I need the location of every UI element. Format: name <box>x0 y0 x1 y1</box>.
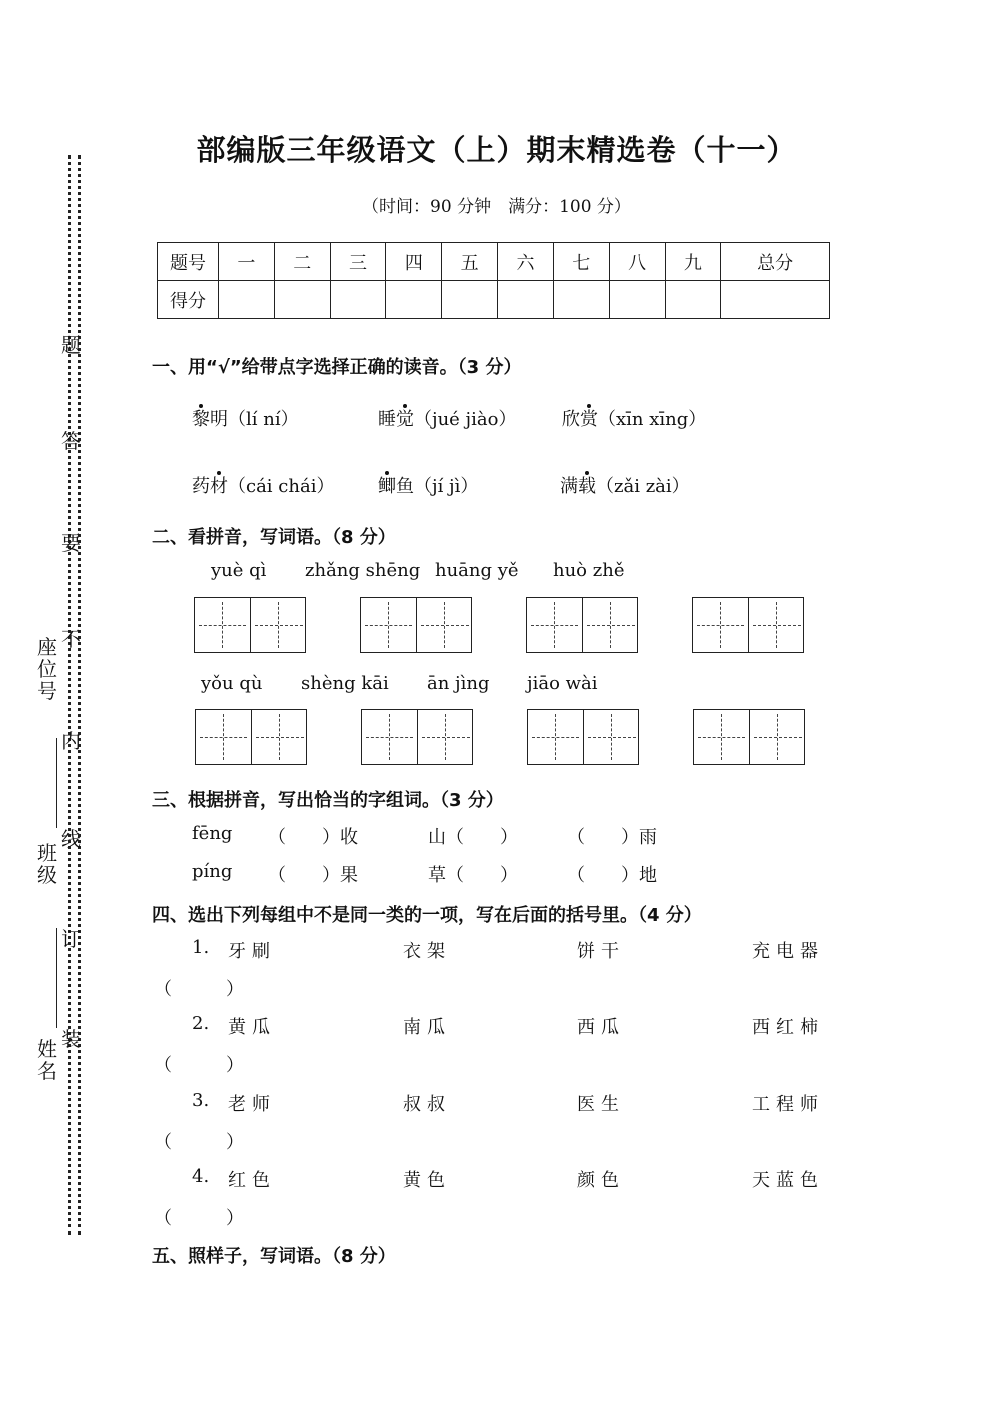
q1-item: 药材（cái chái） <box>192 476 335 497</box>
score-input-cell[interactable] <box>274 281 330 319</box>
q4-answer-blank[interactable]: （ ） <box>154 979 244 1000</box>
score-input-cell[interactable] <box>442 281 498 319</box>
q4-word: 黄瓜 <box>228 1017 276 1038</box>
writing-grid[interactable] <box>360 597 472 653</box>
q4-word: 饼干 <box>577 941 625 962</box>
q5-heading: 五、照样子，写词语。（8 分） <box>152 1246 396 1267</box>
writing-grid[interactable] <box>526 597 638 653</box>
q4-word: 老师 <box>228 1094 276 1115</box>
pinyin-label: huò zhě <box>553 560 625 581</box>
q4-answer-blank[interactable]: （ ） <box>154 1208 244 1229</box>
pinyin-label: yuè qì <box>211 560 267 581</box>
q4-word: 衣架 <box>403 941 451 962</box>
q3-blank[interactable]: 山（ ） <box>428 827 518 848</box>
score-header-cell: 一 <box>219 243 275 281</box>
q3-blank[interactable]: （ ）果 <box>268 865 358 886</box>
q2-heading: 二、看拼音，写词语。（8 分） <box>152 527 396 548</box>
q4-word: 牙刷 <box>228 941 276 962</box>
q4-word: 充电器 <box>752 941 824 962</box>
q4-number: 3. <box>192 1090 210 1111</box>
margin-char: 题 <box>61 333 81 357</box>
dotted-char: 赏 <box>580 409 598 430</box>
page-title: 部编版三年级语文（上）期末精选卷（十一） <box>196 133 797 167</box>
writing-grid[interactable] <box>527 709 639 765</box>
q4-word: 叔叔 <box>403 1094 451 1115</box>
writing-grid[interactable] <box>194 597 306 653</box>
q3-pinyin: fēng <box>192 823 233 844</box>
pinyin-label: jiāo wài <box>527 673 598 694</box>
q3-blank[interactable]: （ ）地 <box>567 865 657 886</box>
score-input-cell[interactable] <box>721 281 830 319</box>
q4-word: 红色 <box>228 1170 276 1191</box>
score-header-cell: 九 <box>665 243 721 281</box>
dotted-char: 黎 <box>192 409 210 430</box>
score-header-cell: 四 <box>386 243 442 281</box>
writing-grid[interactable] <box>692 597 804 653</box>
score-header-cell: 题号 <box>158 243 219 281</box>
q4-number: 1. <box>192 937 210 958</box>
name-label: 姓名 <box>37 1037 57 1083</box>
score-input-cell[interactable] <box>609 281 665 319</box>
pinyin-label: yǒu qù <box>201 673 263 694</box>
writing-grid[interactable] <box>361 709 473 765</box>
margin-char: 订 <box>61 927 81 951</box>
class-line <box>56 928 57 1028</box>
q3-blank[interactable]: 草（ ） <box>428 865 518 886</box>
q4-answer-blank[interactable]: （ ） <box>154 1055 244 1076</box>
q1-item: 睡觉（jué jiào） <box>378 409 517 430</box>
score-header-cell: 二 <box>274 243 330 281</box>
pinyin-label: huāng yě <box>435 560 519 581</box>
pinyin-label: ān jìng <box>427 673 490 694</box>
q4-word: 工程师 <box>752 1094 824 1115</box>
dotted-char: 鲫 <box>378 476 396 497</box>
binding-dotted-line-right <box>78 155 81 1235</box>
score-header-cell: 总分 <box>721 243 830 281</box>
score-table <box>157 242 830 319</box>
exam-info: （时间：90 分钟 满分：100 分） <box>362 197 631 217</box>
q4-heading: 四、选出下列每组中不是同一类的一项，写在后面的括号里。（4 分） <box>152 905 702 926</box>
score-header-cell: 六 <box>498 243 554 281</box>
q1-item: 满载（zǎi zài） <box>560 476 690 497</box>
binding-dotted-line-left <box>68 155 71 1235</box>
q1-item: 黎明（lí ní） <box>192 409 299 430</box>
q4-number: 2. <box>192 1013 210 1034</box>
q1-item: 鲫鱼（jí jì） <box>378 476 479 497</box>
q4-word: 黄色 <box>403 1170 451 1191</box>
seat-number-label: 座位号 <box>37 635 57 703</box>
q1-item: 欣赏（xīn xīng） <box>562 409 707 430</box>
score-header-cell: 七 <box>553 243 609 281</box>
score-input-cell[interactable] <box>219 281 275 319</box>
score-input-cell[interactable] <box>330 281 386 319</box>
margin-char: 内 <box>61 729 81 753</box>
margin-char: 线 <box>61 827 81 851</box>
score-input-cell[interactable] <box>498 281 554 319</box>
writing-grid[interactable] <box>195 709 307 765</box>
q4-number: 4. <box>192 1166 210 1187</box>
score-header-cell: 三 <box>330 243 386 281</box>
q4-word: 颜色 <box>577 1170 625 1191</box>
seat-number-line <box>56 738 57 828</box>
writing-grid[interactable] <box>693 709 805 765</box>
score-table-score-row <box>158 281 830 319</box>
score-input-cell[interactable] <box>553 281 609 319</box>
margin-char: 答 <box>61 429 81 453</box>
q4-word: 天蓝色 <box>752 1170 824 1191</box>
q4-word: 西瓜 <box>577 1017 625 1038</box>
q4-word: 南瓜 <box>403 1017 451 1038</box>
pinyin-label: zhǎng shēng <box>305 560 421 581</box>
q4-answer-blank[interactable]: （ ） <box>154 1132 244 1153</box>
score-row-label: 得分 <box>158 281 219 319</box>
q4-word: 西红柿 <box>752 1017 824 1038</box>
score-input-cell[interactable] <box>665 281 721 319</box>
q3-pinyin: píng <box>192 861 233 882</box>
score-table-header-row <box>158 243 830 281</box>
q1-heading: 一、用“√”给带点字选择正确的读音。（3 分） <box>152 357 522 378</box>
score-input-cell[interactable] <box>386 281 442 319</box>
margin-char: 不 <box>61 627 81 651</box>
dotted-char: 材 <box>210 476 228 497</box>
margin-char: 要 <box>61 531 81 555</box>
dotted-char: 载 <box>578 476 596 497</box>
q4-word: 医生 <box>577 1094 625 1115</box>
margin-char: 装 <box>61 1027 81 1051</box>
score-header-cell: 五 <box>442 243 498 281</box>
class-label: 班级 <box>37 841 57 887</box>
q3-blank[interactable]: （ ）收 <box>268 827 358 848</box>
q3-heading: 三、根据拼音，写出恰当的字组词。（3 分） <box>152 790 504 811</box>
dotted-char: 觉 <box>396 409 414 430</box>
q3-blank[interactable]: （ ）雨 <box>567 827 657 848</box>
pinyin-label: shèng kāi <box>301 673 389 694</box>
score-header-cell: 八 <box>609 243 665 281</box>
